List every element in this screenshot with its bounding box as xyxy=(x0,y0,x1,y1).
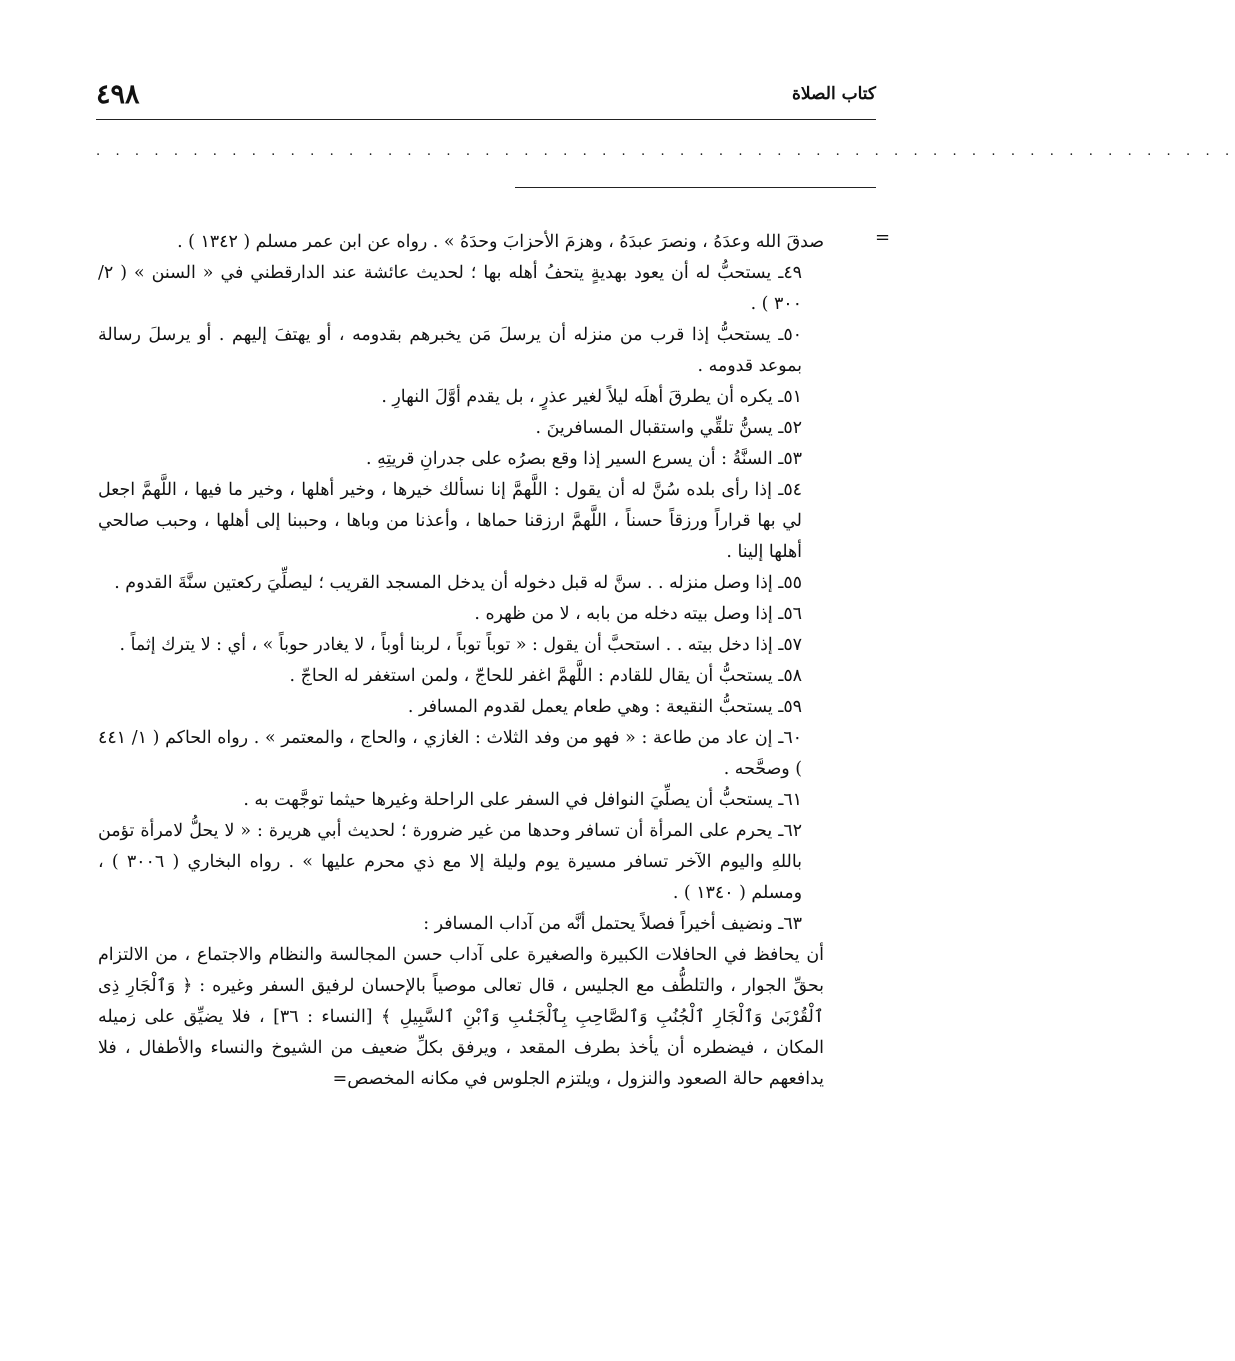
paragraph-item-62: ٦٢ـ يحرم على المرأة أن تسافر وحدها من غير ضرورة ؛ لحديث أبي هريرة : « لا يحلُّ لامرأة تؤمن باللهِ واليوم الآخر تسافر مسيرة يوم وليلة إلا مع ذي محرم عليها » . رواه البخاري ( ٣٠٠٦ ) ، ومسلم ( ١٣٤٠ ) . xyxy=(98,821,802,903)
paragraph-item-61: ٦١ـ يستحبُّ أن يصلِّيَ النوافل في السفر على الراحلة وغيرها حيثما توجَّهت به . xyxy=(243,790,802,810)
footnote-body xyxy=(98,227,824,1095)
paragraph-travel-etiquette: أن يحافظ في الحافلات الكبيرة والصغيرة على آداب حسن المجالسة والنظام والاجتماع ، من الالتزام بحقِّ الجوار ، والتلطُّف مع الجليس ، قال تعالى موصياً بالإحسان لرفيق السفر وغيره : ﴿ وَٱلْجَارِ ذِى ٱلْقُرْبَىٰ وَٱلْجَارِ ٱلْجُنُبِ وَٱلصَّاحِبِ بِٱلْجَنۢبِ وَٱبْنِ ٱلسَّبِيلِ ﴾ [النساء : ٣٦] ، فلا يضيِّق على زميله المكان ، فيضطره أن يأخذ بطرف المقعد ، ويرفق بكلِّ ضعيف من الشيوخ والنساء والأطفال ، فلا يدافعهم حالة الصعود والنزول ، ويلتزم الجلوس في مكانه المخصص= xyxy=(98,945,824,1089)
dotted-separator: . . . . . . . . . . . . . . . . . . . . . . . . . . . . . . . . . . . . . . . . . . . . . . . . . . . . . . . . . . . xyxy=(96,144,1235,159)
paragraph-item-54: ٥٤ـ إذا رأى بلده سُنَّ له أن يقول : اللَّهمَّ إنا نسألك خيرها ، وخير أهلها ، وخير ما فيها ، اللَّهمَّ اجعل لي بها قراراً ورزقاً حسناً ، اللَّهمَّ ارزقنا حماها ، وأعذنا من وباها ، وحببنا إلى أهلها ، وحبب صالحي أهلها إلينا . xyxy=(98,480,802,562)
page-number: ٤٩٨ xyxy=(96,79,140,110)
paragraph-item-59: ٥٩ـ يستحبُّ النقيعة : وهي طعام يعمل لقدوم المسافر . xyxy=(407,697,802,717)
running-title: كتاب الصلاة xyxy=(791,84,876,104)
paragraph-item-58: ٥٨ـ يستحبُّ أن يقال للقادم : اللَّهمَّ اغفر للحاجّ ، ولمن استغفر له الحاجّ . xyxy=(289,666,802,686)
paragraph-item-56: ٥٦ـ إذا وصل بيته دخله من بابه ، لا من ظهره . xyxy=(474,604,802,624)
paragraph-item-60: ٦٠ـ إن عاد من طاعة : « فهو من وفد الثلاث : الغازي ، والحاج ، والمعتمر » . رواه الحاكم ( ١/ ٤٤١ ) وصحَّحه . xyxy=(98,728,802,779)
paragraph-item-63: ٦٣ـ ونضيف أخيراً فصلاً يحتمل أنَّه من آداب المسافر : xyxy=(423,914,802,934)
paragraph-item-53: ٥٣ـ السنَّةُ : أن يسرع السير إذا وقع بصرُه على جدرانِ قريتِهِ . xyxy=(366,449,802,469)
paragraph-item-50: ٥٠ـ يستحبُّ إذا قرب من منزله أن يرسلَ مَن يخبرهم بقدومه ، أو يهتفَ إليهم . أو يرسلَ رسالة بموعد قدومه . xyxy=(98,325,802,376)
footnote-rule xyxy=(515,187,876,188)
header-rule xyxy=(96,119,876,120)
paragraph-continuation: صدقَ الله وعدَهُ ، ونصرَ عبدَهُ ، وهزمَ الأحزابَ وحدَهُ » . رواه عن ابن عمر مسلم ( ١٣٤٢ ) . xyxy=(177,232,824,252)
paragraph-item-55: ٥٥ـ إذا وصل منزله . . سنَّ له قبل دخوله أن يدخل المسجد القريب ؛ ليصلِّيَ ركعتين سنَّةَ القدوم . xyxy=(114,573,802,593)
continuation-mark: = xyxy=(875,227,891,248)
paragraph-item-57: ٥٧ـ إذا دخل بيته . . استحبَّ أن يقول : « توباً توباً ، لربنا أوباً ، لا يغادر حوباً » ، أي : لا يترك إثماً . xyxy=(119,635,802,655)
page-header xyxy=(96,80,876,112)
paragraph-item-49: ٤٩ـ يستحبُّ له أن يعود بهديةٍ يتحفُ أهله بها ؛ لحديث عائشة عند الدارقطني في « السنن » ( ٢/ ٣٠٠ ) . xyxy=(98,263,802,314)
paragraph-item-52: ٥٢ـ يسنُّ تلقِّي واستقبال المسافرينَ . xyxy=(535,418,802,438)
paragraph-item-51: ٥١ـ يكره أن يطرقَ أهلَه ليلاً لغير عذرٍ ، بل يقدم أوَّلَ النهارِ . xyxy=(381,387,802,407)
